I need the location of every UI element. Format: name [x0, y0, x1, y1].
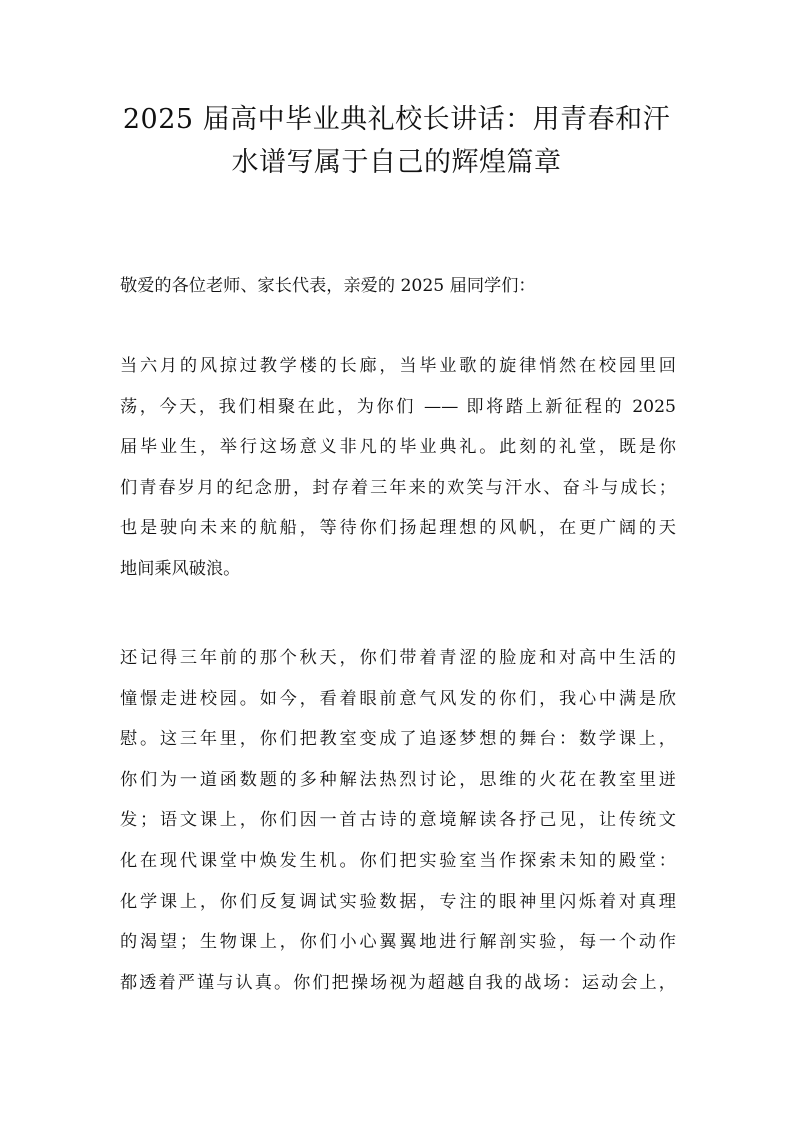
paragraph-line: 慰。这三年里，你们把教室变成了追逐梦想的舞台：数学课上，	[120, 729, 676, 750]
paragraph-line: 荡，今天，我们相聚在此，为你们 —— 即将踏上新征程的 2025	[120, 396, 676, 417]
salutation-text: 敬爱的各位老师、家长代表，亲爱的 2025 届同学们：	[120, 276, 536, 296]
salutation	[120, 266, 676, 307]
paragraph-line: 们青春岁月的纪念册，封存着三年来的欢笑与汗水、奋斗与成长；	[120, 477, 676, 498]
paragraph-line: 都透着严谨与认真。你们把操场视为超越自我的战场：运动会上，	[120, 972, 676, 993]
paragraph-line: 憧憬走进校园。如今，看着眼前意气风发的你们，我心中满是欣	[120, 688, 676, 709]
paragraph-line: 届毕业生，举行这场意义非凡的毕业典礼。此刻的礼堂，既是你	[120, 437, 676, 458]
paragraph-line: 化学课上，你们反复调试实验数据，专注的眼神里闪烁着对真理	[120, 891, 676, 912]
paragraph-line: 的渴望；生物课上，你们小心翼翼地进行解剖实验，每一个动作	[120, 932, 676, 953]
paragraph-line: 也是驶向未来的航船，等待你们扬起理想的风帆，在更广阔的天	[120, 518, 676, 539]
paragraph-2	[120, 638, 676, 1003]
title-line: 2025 届高中毕业典礼校长讲话：用青春和汗	[122, 104, 671, 135]
paragraph-1	[120, 346, 676, 590]
paragraph-line: 你们为一道函数题的多种解法热烈讨论，思维的火花在教室里迸	[120, 769, 676, 790]
paragraph-line: 还记得三年前的那个秋天，你们带着青涩的脸庞和对高中生活的	[120, 648, 676, 668]
document-title	[100, 98, 693, 184]
paragraph-line: 地间乘风破浪。	[120, 558, 241, 579]
paragraph-line: 化在现代课堂中焕发生机。你们把实验室当作探索未知的殿堂：	[120, 850, 676, 871]
paragraph-line: 当六月的风掠过教学楼的长廊，当毕业歌的旋律悄然在校园里回	[120, 356, 676, 376]
paragraph-line: 发；语文课上，你们因一首古诗的意境解读各抒己见，让传统文	[120, 810, 676, 831]
title-line: 水谱写属于自己的辉煌篇章	[231, 147, 562, 178]
